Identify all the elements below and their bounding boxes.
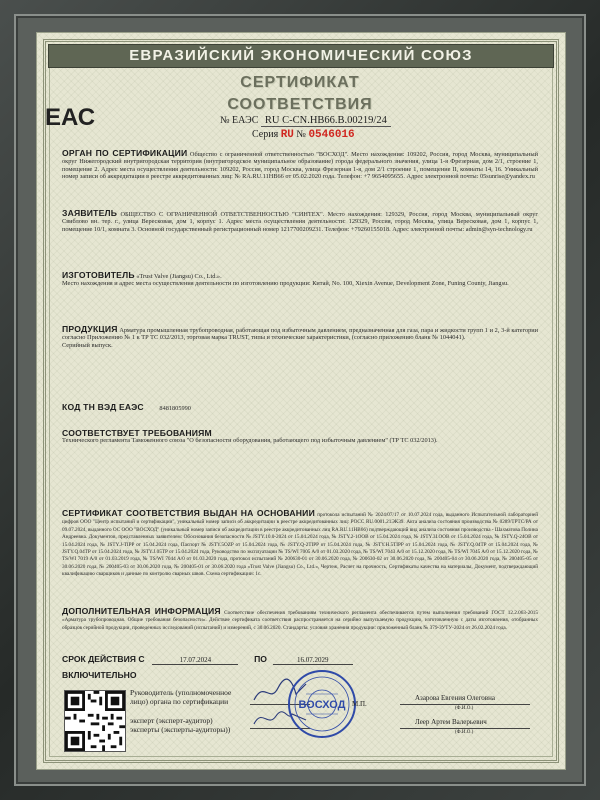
expert-name-line <box>400 728 530 729</box>
organ-text: Общество с ограниченной ответственностью "ВОСХОД". Место нахождения: 109202, Россия, город Москва, муниципальный округ Нижегородский внутригородская территория (внутригородское муниципальное образование) города федерального значения, улица 1-я Фрезерная, дом 2/1, строение 1, помещение 2. Адрес места осуществления деятельности: 109202, Россия, город Москва, улица Фрезерная 1-я, дом 2/1 строение 1, помещение II, комнаты 14, 16. Уникальный номер записи об аккредитации в реестре аккредитованных лиц: № RA.RU.11НВ66 от 05.02.2020 года. Телефон: +7 9654095655. Адрес электронной почты: 05sunrise@yandex.ru <box>62 151 539 181</box>
head-name: Азарова Евгения Олеговна <box>415 694 495 702</box>
basis-text: протокола испытаний № 2024/07/17 от 10.07.2024 года, выданного Испытательной лабораторией цифров ООО "Центр испытаний и сертификации", уникальный номер записи об аккредитации в реестре аккредитованных лиц: РОСС RU.0001.21ЭК39. Акта анализа состояния производства № 0289/ТРТС/РА от 09.07.2024, выданного ОС ООО "ВОСХОД" (уникальный номер записи об аккредитации в реестре аккредитованных лиц RA.RU.11НВ66) подтверждающий вид анализа состояния производства - Шахматова Полина Андреевна. Документов, представленных заявителем: Обоснования безопасности № JSTY.10.0-2024 от 15.04.2024 года, № JSTY.2-1OOB от 15.04.2024 года, № JSTY.3I.OOB от 15.04.2024 года, № JSTY.Q-24OB от 15.04.2024 года, № JSTY.J-TIPP от 15.04.2024 года, Паспорт № JSTY.5OZP от 15.04.2024 года, № JSTY.Q-2TIPP от 15.04.2024 года, № JSTY.H.5TIPP от 15.04.2024 года, № JSTY.Q.04TP от 15.04.2024 года, № JSTY.Q.04TP от 15.04.2024 года, № JSTY.J.05TP от 15.04.2024 года, Руководство по эксплуатации № TS/WI 7005 A/0 от 01.03.2020 года, № TS/WI 7043 A/0 от 15.12.2020 года, № TS/WI 7045 A/0 от 15.12.2020 года, № TS/WI 7019 A/0 от 01.03.2019 года, № TS/WI 7044 A/0 от 01.03.2020 года, протокол испытаний № 200630-01 от 30.06.2020 года, № 200630-02 от 30.06.2020 года, № 200405-04 от 30.06.2020 года, № 200405-05 от 30.06.2020 года, № 200405-03 от 30.06.2020 года, № 200405-01 от 30.06.2020 года «Trust Valve (Jiangsu) Co., Ltd.», Чертеж, Расчет на прочность, Сертификаты качества на материалы, Документ, подтверждающий квалификацию сварщиков и данные по контролю сварных швов. Схема сертификации: 1с. <box>62 512 539 578</box>
validity-to-label: ПО <box>254 654 267 664</box>
organization-stamp <box>286 668 358 740</box>
certificate-title: СЕРТИФИКАТ СООТВЕТСТВИЯ <box>227 74 373 113</box>
serial-number: 0546016 <box>308 129 355 141</box>
additional-heading: ДОПОЛНИТЕЛЬНАЯ ИНФОРМАЦИЯ <box>62 606 221 616</box>
expert-label-2: эксперты (эксперты-аудиторы)) <box>130 725 231 734</box>
inclusive-row <box>62 670 137 680</box>
eac-logo-icon <box>44 98 96 132</box>
qr-code-icon <box>65 691 125 751</box>
product-text: Арматура промышленная трубопроводная, работающая под избыточным давлением, предназначенная для газа, пара и жидкости групп 1 и 2, 3-й категории согласно Приложению № 1 к ТР ТС 032/2013, торговая марка TRUST, типы и технические характеристики, (согласно приложению бланк № 1044041). <box>62 327 538 342</box>
series-line <box>252 129 355 141</box>
qr-code <box>64 690 126 752</box>
validity-row <box>62 654 353 665</box>
expert-signature-label <box>130 716 230 734</box>
head-signature-label <box>130 688 231 706</box>
manufacturer-section <box>62 272 538 288</box>
head-label-1: Руководитель (уполномоченное <box>130 688 232 697</box>
manufacturer-text: Место нахождения и адрес места осуществления деятельности по изготовлению продукции: Китай, No. 100, Xiexin Avenue, Development Zone, Funing County, Jiangsu. <box>62 280 509 288</box>
validity-to: 16.07.2029 <box>273 656 353 665</box>
eac-logo-text: ЕАС <box>44 104 96 131</box>
expert-label-1: эксперт (эксперт-аудитор) <box>130 716 213 725</box>
conformity-heading: СООТВЕТСТВУЕТ ТРЕБОВАНИЯМ <box>62 428 212 438</box>
stamp-text: ВОСХОД <box>298 699 346 711</box>
tnved-heading: КОД ТН ВЭД ЕАЭС <box>62 402 144 412</box>
additional-text: Соответствие обеспечения требованиям технического регламента обеспечивается путем выполнения требований ГОСТ 12.2.063-2015 «Арматура трубопроводная. Общие требования безопасности». Действие сертификата соответствия распространяется на серийно выпускаемую продукцию, изготовленную с даты изготовления, отобранных образцов серийной продукции, проведенных исследований (испытаний) и измерений, с 30.06.2020. Стандарты: условия хранения продукции: приложенный бланк № 379-ЗУТУ-2024 от 26.02.2024 года. <box>62 610 538 631</box>
applicant-section <box>62 210 538 233</box>
series-code: RU <box>280 129 294 141</box>
tnved-code: 8481805990 <box>159 405 191 412</box>
head-name-line <box>400 704 530 705</box>
product-heading: ПРОДУКЦИЯ <box>62 324 118 334</box>
conformity-text: Технического регламента Таможенного союза "О безопасности оборудования, работающего под избыточным давлением" (ТР ТС 032/2013). <box>62 437 438 445</box>
organ-section <box>62 150 538 181</box>
certificate-number <box>220 115 391 127</box>
basis-heading: СЕРТИФИКАТ СООТВЕТСТВИЯ ВЫДАН НА ОСНОВАНИИ <box>62 508 315 518</box>
manufacturer-heading: ИЗГОТОВИТЕЛЬ <box>62 270 135 280</box>
union-title-band <box>48 44 554 68</box>
union-title: ЕВРАЗИЙСКИЙ ЭКОНОМИЧЕСКИЙ СОЮЗ <box>129 47 473 64</box>
number-label: № ЕАЭС <box>220 115 259 126</box>
manufacturer-name: «Trust Valve (Jiangsu) Co., Ltd.». <box>136 273 222 280</box>
validity-label: СРОК ДЕЙСТВИЯ С <box>62 654 145 664</box>
head-fio: (Ф.И.О.) <box>455 706 474 711</box>
series-label: Серия <box>252 129 279 140</box>
conformity-section <box>62 430 538 445</box>
organ-heading: ОРГАН ПО СЕРТИФИКАЦИИ <box>62 148 188 158</box>
applicant-text: ОБЩЕСТВО С ОГРАНИЧЕННОЙ ОТВЕТСТВЕННОСТЬЮ "СИНТЕХ". Место нахождения: 129329, Россия, город Москва, муниципальный округ Свиблово вн. тер. г., улица Вересковая, дом 1, корпус 1. Адрес места осуществления деятельности: 129329, Россия, город Москва, улица Вересковая, дом 1, корпус 1, помещение 10/1, комната 3. Основной государственный регистрационный номер 1217700209231. Телефон: +79260155018. Адрес электронной почты: admin@syn-technology.ru <box>62 211 538 233</box>
product-section <box>62 326 538 349</box>
applicant-heading: ЗАЯВИТЕЛЬ <box>62 208 118 218</box>
additional-section <box>62 608 538 631</box>
product-serial: Серийный выпуск. <box>62 341 113 349</box>
expert-fio: (Ф.И.О.) <box>455 730 474 735</box>
head-label-2: лицо) органа по сертификации <box>130 697 229 706</box>
inclusive-label: ВКЛЮЧИТЕЛЬНО <box>62 670 137 680</box>
expert-name: Леер Артем Валерьевич <box>415 718 487 726</box>
number-value: RU С-CN.НВ66.В.00219/24 <box>261 115 391 127</box>
series-no-label: № <box>296 129 306 140</box>
basis-section <box>62 510 538 578</box>
validity-from: 17.07.2024 <box>152 656 238 665</box>
stamp-mp: М.П. <box>352 700 367 708</box>
tnved-section <box>62 404 538 412</box>
